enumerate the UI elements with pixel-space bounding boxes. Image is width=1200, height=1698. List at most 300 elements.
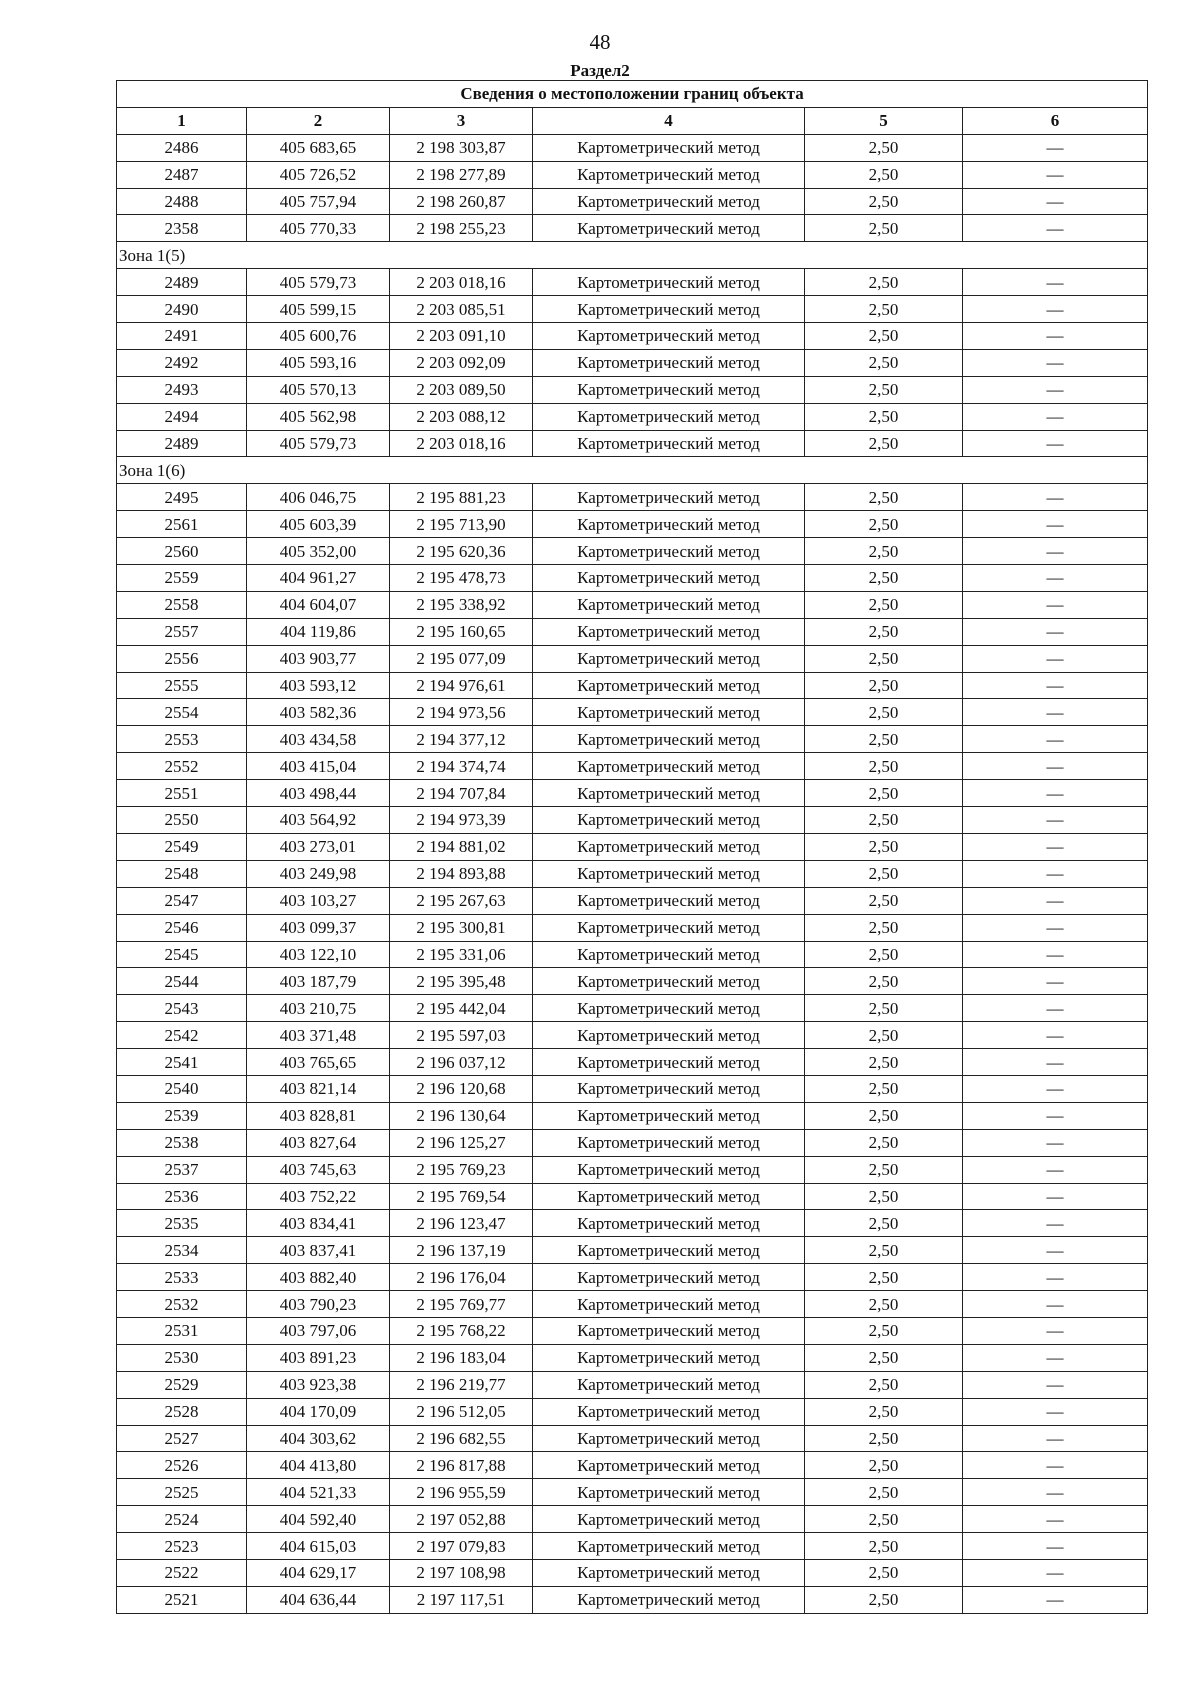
point-number-cell: 2554 [117,699,247,726]
note-cell: — [963,1156,1148,1183]
point-number-cell: 2358 [117,215,247,242]
accuracy-cell: 2,50 [805,349,963,376]
coord-y-cell: 2 195 769,23 [390,1156,533,1183]
point-number-cell: 2560 [117,538,247,565]
note-cell: — [963,887,1148,914]
accuracy-cell: 2,50 [805,538,963,565]
coord-x-cell: 405 579,73 [247,269,390,296]
table-row [117,1344,1148,1371]
coord-y-cell: 2 196 512,05 [390,1398,533,1425]
note-cell: — [963,1291,1148,1318]
coord-x-cell: 403 923,38 [247,1371,390,1398]
method-cell: Картометрический метод [533,323,805,350]
accuracy-cell: 2,50 [805,699,963,726]
table-row [117,1425,1148,1452]
note-cell: — [963,403,1148,430]
method-cell: Картометрический метод [533,699,805,726]
table-row [117,1022,1148,1049]
note-cell: — [963,1425,1148,1452]
method-cell: Картометрический метод [533,1049,805,1076]
method-cell: Картометрический метод [533,403,805,430]
coord-x-cell: 404 303,62 [247,1425,390,1452]
table-row [117,1398,1148,1425]
method-cell: Картометрический метод [533,1425,805,1452]
table-row [117,403,1148,430]
coord-x-cell: 404 629,17 [247,1559,390,1586]
zone-row [117,242,1148,269]
accuracy-cell: 2,50 [805,565,963,592]
table-row [117,1264,1148,1291]
coord-x-cell: 406 046,75 [247,484,390,511]
column-header: 2 [247,107,390,134]
table-row [117,1371,1148,1398]
coord-y-cell: 2 203 092,09 [390,349,533,376]
coord-y-cell: 2 197 079,83 [390,1533,533,1560]
note-cell: — [963,914,1148,941]
coord-x-cell: 405 603,39 [247,511,390,538]
coord-y-cell: 2 195 395,48 [390,968,533,995]
accuracy-cell: 2,50 [805,672,963,699]
coord-x-cell: 405 570,13 [247,376,390,403]
note-cell: — [963,1049,1148,1076]
coord-x-cell: 403 752,22 [247,1183,390,1210]
table-row [117,726,1148,753]
table-title: Сведения о местоположении границ объекта [117,81,1148,108]
coord-x-cell: 405 593,16 [247,349,390,376]
method-cell: Картометрический метод [533,1317,805,1344]
method-cell: Картометрический метод [533,914,805,941]
coord-x-cell: 403 371,48 [247,1022,390,1049]
point-number-cell: 2537 [117,1156,247,1183]
note-cell: — [963,430,1148,457]
note-cell: — [963,1129,1148,1156]
coord-x-cell: 404 521,33 [247,1479,390,1506]
note-cell: — [963,161,1148,188]
point-number-cell: 2541 [117,1049,247,1076]
accuracy-cell: 2,50 [805,1586,963,1613]
note-cell: — [963,323,1148,350]
coord-x-cell: 403 765,65 [247,1049,390,1076]
point-number-cell: 2557 [117,618,247,645]
note-cell: — [963,1210,1148,1237]
coord-x-cell: 403 828,81 [247,1102,390,1129]
accuracy-cell: 2,50 [805,1264,963,1291]
coord-x-cell: 403 891,23 [247,1344,390,1371]
accuracy-cell: 2,50 [805,1425,963,1452]
coord-y-cell: 2 194 374,74 [390,753,533,780]
table-row [117,699,1148,726]
column-header: 4 [533,107,805,134]
method-cell: Картометрический метод [533,1452,805,1479]
note-cell: — [963,1022,1148,1049]
method-cell: Картометрический метод [533,1506,805,1533]
table-row [117,1559,1148,1586]
accuracy-cell: 2,50 [805,1210,963,1237]
method-cell: Картометрический метод [533,134,805,161]
accuracy-cell: 2,50 [805,726,963,753]
coord-x-cell: 403 882,40 [247,1264,390,1291]
coord-y-cell: 2 203 085,51 [390,296,533,323]
note-cell: — [963,672,1148,699]
point-number-cell: 2548 [117,860,247,887]
table-row [117,1237,1148,1264]
coord-y-cell: 2 196 130,64 [390,1102,533,1129]
coord-y-cell: 2 195 331,06 [390,941,533,968]
coord-y-cell: 2 195 597,03 [390,1022,533,1049]
coord-x-cell: 403 187,79 [247,968,390,995]
note-cell: — [963,1533,1148,1560]
table-row [117,1452,1148,1479]
accuracy-cell: 2,50 [805,807,963,834]
note-cell: — [963,296,1148,323]
coord-x-cell: 403 498,44 [247,780,390,807]
coord-y-cell: 2 194 973,39 [390,807,533,834]
coord-x-cell: 403 821,14 [247,1075,390,1102]
point-number-cell: 2550 [117,807,247,834]
method-cell: Картометрический метод [533,1237,805,1264]
coord-x-cell: 403 593,12 [247,672,390,699]
method-cell: Картометрический метод [533,968,805,995]
method-cell: Картометрический метод [533,484,805,511]
coord-y-cell: 2 195 077,09 [390,645,533,672]
accuracy-cell: 2,50 [805,134,963,161]
coord-y-cell: 2 195 338,92 [390,591,533,618]
method-cell: Картометрический метод [533,1264,805,1291]
coord-y-cell: 2 195 769,77 [390,1291,533,1318]
coord-y-cell: 2 196 955,59 [390,1479,533,1506]
table-row [117,1586,1148,1613]
coord-y-cell: 2 203 091,10 [390,323,533,350]
coord-x-cell: 403 903,77 [247,645,390,672]
coord-x-cell: 403 564,92 [247,807,390,834]
point-number-cell: 2539 [117,1102,247,1129]
note-cell: — [963,1479,1148,1506]
accuracy-cell: 2,50 [805,269,963,296]
note-cell: — [963,618,1148,645]
point-number-cell: 2523 [117,1533,247,1560]
accuracy-cell: 2,50 [805,161,963,188]
coord-y-cell: 2 198 277,89 [390,161,533,188]
note-cell: — [963,269,1148,296]
coord-y-cell: 2 197 117,51 [390,1586,533,1613]
note-cell: — [963,1586,1148,1613]
table-row [117,323,1148,350]
point-number-cell: 2535 [117,1210,247,1237]
coord-x-cell: 403 745,63 [247,1156,390,1183]
point-number-cell: 2549 [117,833,247,860]
page-number: 48 [589,30,611,54]
point-number-cell: 2545 [117,941,247,968]
accuracy-cell: 2,50 [805,511,963,538]
coord-x-cell: 403 827,64 [247,1129,390,1156]
method-cell: Картометрический метод [533,995,805,1022]
accuracy-cell: 2,50 [805,403,963,430]
method-cell: Картометрический метод [533,1210,805,1237]
note-cell: — [963,1183,1148,1210]
table-row [117,188,1148,215]
table-row [117,645,1148,672]
note-cell: — [963,860,1148,887]
coord-x-cell: 404 170,09 [247,1398,390,1425]
point-number-cell: 2540 [117,1075,247,1102]
point-number-cell: 2486 [117,134,247,161]
coord-y-cell: 2 203 088,12 [390,403,533,430]
note-cell: — [963,1371,1148,1398]
coord-x-cell: 405 600,76 [247,323,390,350]
coord-y-cell: 2 196 137,19 [390,1237,533,1264]
table-row [117,753,1148,780]
coord-y-cell: 2 203 089,50 [390,376,533,403]
zone-row [117,457,1148,484]
note-cell: — [963,511,1148,538]
method-cell: Картометрический метод [533,1344,805,1371]
table-row [117,1049,1148,1076]
point-number-cell: 2555 [117,672,247,699]
accuracy-cell: 2,50 [805,753,963,780]
table-row [117,618,1148,645]
table-row [117,134,1148,161]
coord-y-cell: 2 198 303,87 [390,134,533,161]
coord-y-cell: 2 197 108,98 [390,1559,533,1586]
note-cell: — [963,1075,1148,1102]
coord-y-cell: 2 194 707,84 [390,780,533,807]
coord-x-cell: 405 352,00 [247,538,390,565]
note-cell: — [963,726,1148,753]
point-number-cell: 2495 [117,484,247,511]
table-row [117,269,1148,296]
table-row [117,672,1148,699]
note-cell: — [963,565,1148,592]
method-cell: Картометрический метод [533,376,805,403]
accuracy-cell: 2,50 [805,833,963,860]
coord-x-cell: 404 592,40 [247,1506,390,1533]
column-header: 6 [963,107,1148,134]
point-number-cell: 2552 [117,753,247,780]
accuracy-cell: 2,50 [805,296,963,323]
coord-y-cell: 2 195 768,22 [390,1317,533,1344]
coord-y-cell: 2 196 183,04 [390,1344,533,1371]
table-row [117,565,1148,592]
accuracy-cell: 2,50 [805,780,963,807]
coord-x-cell: 404 636,44 [247,1586,390,1613]
accuracy-cell: 2,50 [805,1022,963,1049]
coord-x-cell: 403 249,98 [247,860,390,887]
note-cell: — [963,699,1148,726]
coord-y-cell: 2 194 377,12 [390,726,533,753]
zone-label: Зона 1(6) [117,457,1148,484]
point-number-cell: 2532 [117,1291,247,1318]
coord-x-cell: 403 099,37 [247,914,390,941]
accuracy-cell: 2,50 [805,1398,963,1425]
column-header: 3 [390,107,533,134]
note-cell: — [963,833,1148,860]
method-cell: Картометрический метод [533,591,805,618]
table-row [117,1156,1148,1183]
table-row [117,1183,1148,1210]
accuracy-cell: 2,50 [805,860,963,887]
section-title: Раздел2 [570,61,630,80]
coord-x-cell: 403 797,06 [247,1317,390,1344]
coord-x-cell: 403 582,36 [247,699,390,726]
coord-x-cell: 405 562,98 [247,403,390,430]
note-cell: — [963,1398,1148,1425]
coord-x-cell: 403 103,27 [247,887,390,914]
coord-x-cell: 405 770,33 [247,215,390,242]
coord-y-cell: 2 194 976,61 [390,672,533,699]
note-cell: — [963,349,1148,376]
coord-y-cell: 2 198 260,87 [390,188,533,215]
method-cell: Картометрический метод [533,188,805,215]
method-cell: Картометрический метод [533,753,805,780]
point-number-cell: 2492 [117,349,247,376]
accuracy-cell: 2,50 [805,968,963,995]
table-row [117,591,1148,618]
method-cell: Картометрический метод [533,296,805,323]
point-number-cell: 2559 [117,565,247,592]
point-number-cell: 2547 [117,887,247,914]
coord-y-cell: 2 195 300,81 [390,914,533,941]
table-row [117,161,1148,188]
coord-y-cell: 2 196 176,04 [390,1264,533,1291]
accuracy-cell: 2,50 [805,1533,963,1560]
table-title-row [117,81,1148,108]
method-cell: Картометрический метод [533,349,805,376]
coord-x-cell: 403 210,75 [247,995,390,1022]
coord-x-cell: 404 413,80 [247,1452,390,1479]
accuracy-cell: 2,50 [805,1075,963,1102]
point-number-cell: 2561 [117,511,247,538]
method-cell: Картометрический метод [533,1156,805,1183]
coord-y-cell: 2 194 893,88 [390,860,533,887]
coord-x-cell: 403 122,10 [247,941,390,968]
method-cell: Картометрический метод [533,538,805,565]
coord-y-cell: 2 196 120,68 [390,1075,533,1102]
note-cell: — [963,376,1148,403]
method-cell: Картометрический метод [533,269,805,296]
method-cell: Картометрический метод [533,1022,805,1049]
point-number-cell: 2489 [117,269,247,296]
method-cell: Картометрический метод [533,1479,805,1506]
coord-x-cell: 405 683,65 [247,134,390,161]
coord-y-cell: 2 195 769,54 [390,1183,533,1210]
coord-y-cell: 2 196 037,12 [390,1049,533,1076]
table-row [117,780,1148,807]
point-number-cell: 2491 [117,323,247,350]
coord-y-cell: 2 197 052,88 [390,1506,533,1533]
coord-x-cell: 403 834,41 [247,1210,390,1237]
accuracy-cell: 2,50 [805,941,963,968]
point-number-cell: 2490 [117,296,247,323]
coord-y-cell: 2 196 682,55 [390,1425,533,1452]
coord-y-cell: 2 194 973,56 [390,699,533,726]
point-number-cell: 2558 [117,591,247,618]
coord-x-cell: 405 726,52 [247,161,390,188]
note-cell: — [963,188,1148,215]
accuracy-cell: 2,50 [805,914,963,941]
method-cell: Картометрический метод [533,672,805,699]
note-cell: — [963,538,1148,565]
coord-y-cell: 2 195 881,23 [390,484,533,511]
point-number-cell: 2544 [117,968,247,995]
accuracy-cell: 2,50 [805,430,963,457]
table-row [117,296,1148,323]
column-header-row [117,107,1148,134]
boundary-table [116,80,1148,1614]
table-row [117,807,1148,834]
table-row [117,887,1148,914]
table-row [117,1506,1148,1533]
accuracy-cell: 2,50 [805,887,963,914]
note-cell: — [963,753,1148,780]
point-number-cell: 2530 [117,1344,247,1371]
coord-y-cell: 2 195 442,04 [390,995,533,1022]
coord-y-cell: 2 196 125,27 [390,1129,533,1156]
table-row [117,968,1148,995]
method-cell: Картометрический метод [533,807,805,834]
accuracy-cell: 2,50 [805,618,963,645]
coord-y-cell: 2 195 713,90 [390,511,533,538]
accuracy-cell: 2,50 [805,188,963,215]
accuracy-cell: 2,50 [805,1344,963,1371]
coord-x-cell: 404 615,03 [247,1533,390,1560]
accuracy-cell: 2,50 [805,1559,963,1586]
accuracy-cell: 2,50 [805,995,963,1022]
accuracy-cell: 2,50 [805,591,963,618]
method-cell: Картометрический метод [533,780,805,807]
accuracy-cell: 2,50 [805,1291,963,1318]
coord-x-cell: 405 579,73 [247,430,390,457]
table-row [117,1102,1148,1129]
coord-y-cell: 2 203 018,16 [390,269,533,296]
point-number-cell: 2553 [117,726,247,753]
note-cell: — [963,1317,1148,1344]
table-row [117,860,1148,887]
coord-y-cell: 2 198 255,23 [390,215,533,242]
method-cell: Картометрический метод [533,161,805,188]
table-row [117,511,1148,538]
coord-y-cell: 2 196 123,47 [390,1210,533,1237]
note-cell: — [963,484,1148,511]
point-number-cell: 2488 [117,188,247,215]
point-number-cell: 2527 [117,1425,247,1452]
table-row [117,1129,1148,1156]
note-cell: — [963,645,1148,672]
table-row [117,1479,1148,1506]
table-row [117,1075,1148,1102]
table-row [117,215,1148,242]
accuracy-cell: 2,50 [805,1129,963,1156]
coord-x-cell: 403 790,23 [247,1291,390,1318]
note-cell: — [963,1506,1148,1533]
coord-x-cell: 403 415,04 [247,753,390,780]
note-cell: — [963,1102,1148,1129]
accuracy-cell: 2,50 [805,1183,963,1210]
table-row [117,538,1148,565]
accuracy-cell: 2,50 [805,1506,963,1533]
note-cell: — [963,807,1148,834]
method-cell: Картометрический метод [533,726,805,753]
note-cell: — [963,1344,1148,1371]
method-cell: Картометрический метод [533,430,805,457]
point-number-cell: 2525 [117,1479,247,1506]
coord-y-cell: 2 195 478,73 [390,565,533,592]
point-number-cell: 2493 [117,376,247,403]
point-number-cell: 2546 [117,914,247,941]
note-cell: — [963,215,1148,242]
column-header: 1 [117,107,247,134]
table-row [117,430,1148,457]
accuracy-cell: 2,50 [805,1479,963,1506]
